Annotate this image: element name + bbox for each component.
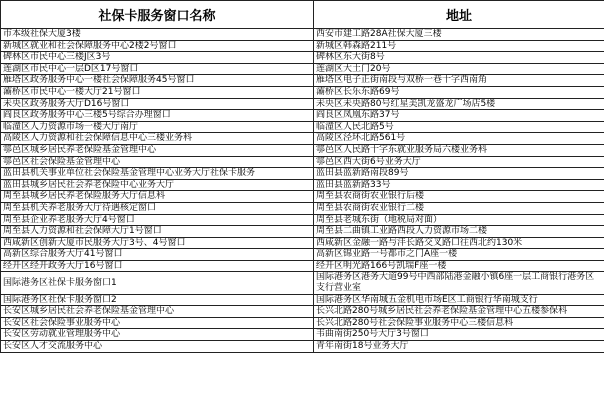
address-cell: 西咸新区金融一路与沣长路交叉路口往西北约130米 (314, 237, 604, 249)
window-name-cell: 经开区经开政务大厅16号窗口 (1, 260, 314, 272)
window-name-cell: 长安区城乡居民社会养老保险基金管理中心 (1, 306, 314, 318)
table-row (1, 191, 604, 203)
window-name-cell: 临潼区人力资源市场一楼大厅南厅 (1, 121, 314, 133)
table-row (1, 98, 604, 110)
table-row (1, 237, 604, 249)
window-name-cell: 西咸新区创新大厦市民服务大厅3号、4号窗口 (1, 237, 314, 249)
address-cell: 韦曲南街250号大厅3号窗口 (314, 329, 604, 341)
address-cell: 临潼区人民北路5号 (314, 121, 604, 133)
window-name-cell: 雁塔区政务服务中心一楼社会保障服务45号窗口 (1, 75, 314, 87)
window-name-cell: 鄠邑区社会保险基金管理中心 (1, 156, 314, 168)
address-cell: 周至县农商街农业银行后楼 (314, 191, 604, 203)
window-name-cell: 莲湖区市民中心一层D区17号窗口 (1, 63, 314, 75)
table-row (1, 63, 604, 75)
table-row (1, 133, 604, 145)
address-cell: 长兴北路280号社会保险事业服务中心三楼信息科 (314, 317, 604, 329)
address-cell: 高新区锦业路一号都市之门A座一楼 (314, 249, 604, 261)
address-cell: 周至县二曲镇工业路西段人力资源市场二楼 (314, 226, 604, 238)
window-name-cell: 周至县机关养老服务大厅待遇核定窗口 (1, 202, 314, 214)
address-cell: 周至县老城东街（地税局对面） (314, 214, 604, 226)
column-header-address: 地址 (314, 1, 604, 29)
window-name-cell: 蓝田县机关事业单位社会保险基金管理中心业务大厅社保卡服务 (1, 168, 314, 180)
table-row (1, 249, 604, 261)
table-row (1, 75, 604, 87)
table-row (1, 121, 604, 133)
table-row (1, 306, 604, 318)
table-row (1, 341, 604, 353)
window-name-cell: 阎良区政务服务中心三楼5号综合办理窗口 (1, 110, 314, 122)
address-cell: 经开区明光路166号凯瑞F座一楼 (314, 260, 604, 272)
window-name-cell: 长安区劳动就业管理服务中心 (1, 329, 314, 341)
address-cell: 未央区未央路80号红星美凯龙盛龙广场店5楼 (314, 98, 604, 110)
address-cell: 青年南街18号业务大厅 (314, 341, 604, 353)
window-name-cell: 灞桥区市民中心一楼大厅21号窗口 (1, 86, 314, 98)
address-cell: 新城区韩森路211号 (314, 40, 604, 52)
window-name-cell: 长安区社会保险事业服务中心 (1, 317, 314, 329)
address-cell: 西安市建工路28A社保大厦三楼 (314, 29, 604, 41)
address-cell: 莲湖区大土门20号 (314, 63, 604, 75)
table-row (1, 179, 604, 191)
window-name-cell: 鄠邑区城乡居民养老保险基金管理中心 (1, 144, 314, 156)
table-row (1, 86, 604, 98)
table-row (1, 168, 604, 180)
address-cell: 国际港务区华南城五金机电市场E区工商银行华南城支行 (314, 294, 604, 306)
window-name-cell: 周至县人力资源和社会保障大厅1号窗口 (1, 226, 314, 238)
address-cell: 阎良区凤凰东路37号 (314, 110, 604, 122)
window-name-cell: 蓝田县城乡居民社会养老保险中心业务大厅 (1, 179, 314, 191)
address-cell: 鄠邑区西大街6号业务大厅 (314, 156, 604, 168)
window-name-cell: 周至县企业养老服务大厅4号窗口 (1, 214, 314, 226)
address-cell: 鄠邑区人民路十字东就业服务局六楼业务科 (314, 144, 604, 156)
address-cell: 雁塔区电子正街南段与双桥一巷十字西南角 (314, 75, 604, 87)
address-cell: 国际港务区港务大道99号中西部陆港金融小镇6座一层工商银行港务区支行营业室 (314, 272, 604, 294)
window-name-cell: 市本级社保大厦3楼 (1, 29, 314, 41)
address-cell: 长兴北路280号城乡居民社会养老保险基金管理中心五楼参保科 (314, 306, 604, 318)
window-name-cell: 高新区综合服务大厅41号窗口 (1, 249, 314, 261)
table-row (1, 214, 604, 226)
address-cell: 高陵区泾环北路561号 (314, 133, 604, 145)
table-row (1, 329, 604, 341)
table-row (1, 144, 604, 156)
address-cell: 碑林区东大街8号 (314, 52, 604, 64)
table-row (1, 156, 604, 168)
address-cell: 蓝田县蓝新路33号 (314, 179, 604, 191)
table-row (1, 226, 604, 238)
window-name-cell: 新城区就业和社会保障服务中心2楼2号窗口 (1, 40, 314, 52)
window-name-cell: 国际港务区社保卡服务窗口2 (1, 294, 314, 306)
table-row (1, 294, 604, 306)
table-row (1, 272, 604, 294)
window-name-cell: 周至县城乡居民养老保险服务大厅信息科 (1, 191, 314, 203)
column-header-window-name: 社保卡服务窗口名称 (1, 1, 314, 29)
window-name-cell: 碑林区市民中心三楼J区3号 (1, 52, 314, 64)
table-row (1, 317, 604, 329)
table-row (1, 52, 604, 64)
address-cell: 周至县农商街农业银行二楼 (314, 202, 604, 214)
table-row (1, 110, 604, 122)
window-name-cell: 高陵区人力资源和社会保障信息中心三楼业务科 (1, 133, 314, 145)
window-name-cell: 未央区政务服务大厅D16号窗口 (1, 98, 314, 110)
table-header-row (1, 1, 604, 29)
table-row (1, 40, 604, 52)
address-cell: 蓝田县蓝新路南段89号 (314, 168, 604, 180)
window-name-cell: 长安区人才交流服务中心 (1, 341, 314, 353)
window-name-cell: 国际港务区社保卡服务窗口1 (1, 272, 314, 294)
table-row (1, 29, 604, 41)
address-cell: 灞桥区长乐东路69号 (314, 86, 604, 98)
table-row (1, 202, 604, 214)
table-row (1, 260, 604, 272)
